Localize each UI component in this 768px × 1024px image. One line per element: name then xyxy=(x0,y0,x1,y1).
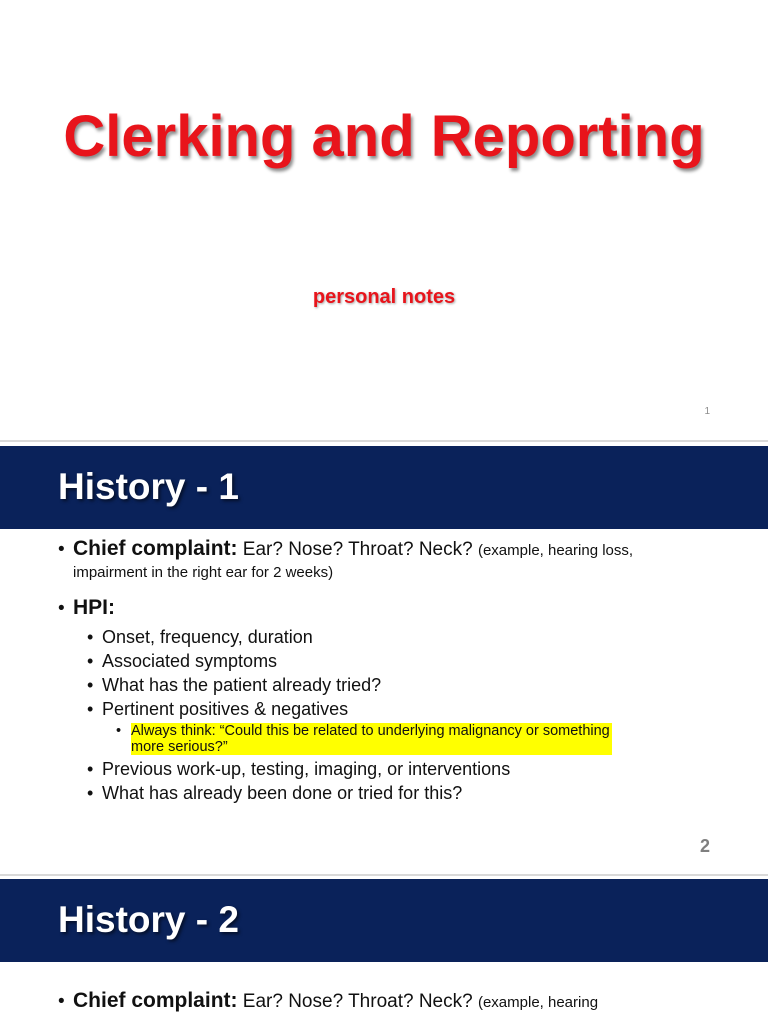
hpi-item: • HPI: xyxy=(58,596,115,619)
hpi-subitem: • Onset, frequency, duration xyxy=(87,627,313,647)
hpi-subitem: • Associated symptoms xyxy=(87,651,278,671)
chief-complaint-text: Ear? Nose? Throat? Neck? xyxy=(242,539,473,560)
chief-complaint-label: Chief complaint: xyxy=(73,989,238,1012)
hpi-subitem: • What has the patient already tried? xyxy=(87,675,382,695)
highlighted-note: Always think: “Could this be related to underlying malignancy or something more serious?” xyxy=(131,723,610,755)
slide-title xyxy=(0,106,768,168)
chief-complaint-item: • Chief complaint: Ear? Nose? Throat? Neck? (example, hearing loss, xyxy=(58,537,634,560)
chief-complaint-example-cont: impairment in the right ear for 2 weeks) xyxy=(73,564,334,581)
page-number: 1 xyxy=(704,406,710,417)
hpi-subitem: • Pertinent positives & negatives xyxy=(87,699,349,719)
slide-header xyxy=(0,879,768,962)
page-number: 2 xyxy=(699,836,710,856)
slide-header-title: History - 1 xyxy=(58,466,239,507)
hpi-subitem: • What has already been done or tried for this? xyxy=(87,783,463,803)
slide-title-text: Clerking and Reporting xyxy=(63,104,705,169)
chief-complaint-example: (example, hearing xyxy=(477,994,599,1011)
chief-complaint-text: Ear? Nose? Throat? Neck? xyxy=(242,991,473,1012)
history-1-slide xyxy=(0,446,768,874)
slide-body xyxy=(58,537,728,805)
slide-divider xyxy=(0,874,768,876)
chief-complaint-example: (example, hearing loss, xyxy=(477,542,634,559)
history-2-slide xyxy=(0,879,768,1024)
hpi-subitem: • Previous work-up, testing, imaging, or interventions xyxy=(87,759,511,779)
malignancy-reminder: • Always think: “Could this be related to underlying malignancy or something more serious?” xyxy=(116,723,610,755)
slide-header-title: History - 2 xyxy=(58,899,239,940)
slide-divider xyxy=(0,440,768,442)
chief-complaint-label: Chief complaint: xyxy=(73,537,238,560)
hpi-label: HPI: xyxy=(73,596,115,619)
slide-header xyxy=(0,446,768,529)
slide-body xyxy=(58,989,728,1015)
slide-subtitle: personal notes xyxy=(312,286,456,308)
title-slide xyxy=(0,0,768,440)
chief-complaint-item: • Chief complaint: Ear? Nose? Throat? Neck? (example, hearing xyxy=(58,989,599,1012)
